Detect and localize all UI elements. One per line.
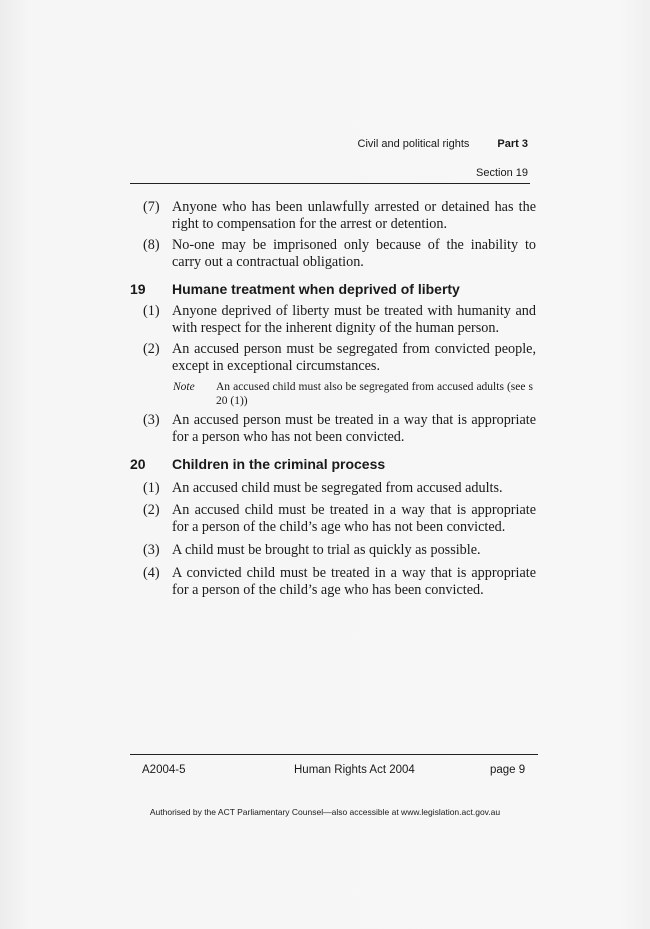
paragraph-text: A child must be brought to trial as quickly as possible. xyxy=(172,542,481,558)
section-title: Children in the criminal process xyxy=(172,456,386,472)
paragraph-text: An accused person must be segregated from convicted people, except in exceptional circumstances. xyxy=(172,341,536,374)
running-header xyxy=(358,138,528,150)
chapter-title: Civil and political rights xyxy=(357,138,470,150)
s19-paragraph-3 xyxy=(130,412,536,445)
s20-paragraph-2 xyxy=(130,502,536,535)
paragraph-number: (2) xyxy=(143,341,160,357)
act-title: Human Rights Act 2004 xyxy=(294,764,415,776)
paragraph-text: An accused child must be treated in a way that is appropriate for a person of the child’s age who has not been convicted. xyxy=(172,502,536,535)
paragraph-number: (4) xyxy=(143,565,160,581)
paragraph-number: (3) xyxy=(143,542,160,558)
authorisation-notice: Authorised by the ACT Parliamentary Counsel—also accessible at www.legislation.act.gov.au xyxy=(149,807,501,817)
paragraph-text: No-one may be imprisoned only because of the inability to carry out a contractual obligation. xyxy=(172,237,536,270)
part-label: Part 3 xyxy=(497,138,528,150)
paragraph-number: (1) xyxy=(143,480,160,496)
page-number: page 9 xyxy=(490,764,526,776)
paragraph-7 xyxy=(130,199,536,232)
section-19-heading xyxy=(130,281,460,297)
paragraph-8 xyxy=(130,237,536,270)
section-number: 19 xyxy=(130,281,146,297)
s19-note xyxy=(173,380,533,408)
section-20-heading xyxy=(130,456,385,472)
paragraph-text: An accused person must be treated in a way that is appropriate for a person who has not been convicted. xyxy=(172,412,536,445)
s20-paragraph-3 xyxy=(130,542,536,559)
s20-paragraph-4 xyxy=(130,565,536,598)
paragraph-text: Anyone deprived of liberty must be treated with humanity and with respect for the inherent dignity of the human person. xyxy=(172,303,536,336)
paragraph-number: (1) xyxy=(143,303,160,319)
paragraph-text: A convicted child must be treated in a way that is appropriate for a person of the child’s age who has been convicted. xyxy=(172,565,536,598)
paragraph-number: (8) xyxy=(143,237,160,253)
s19-paragraph-1 xyxy=(130,303,536,336)
paragraph-text: An accused child must be segregated from accused adults. xyxy=(172,480,503,496)
paragraph-number: (2) xyxy=(143,502,160,518)
note-text: An accused child must also be segregated from accused adults (see s 20 (1)) xyxy=(216,381,533,407)
paragraph-number: (7) xyxy=(143,199,160,215)
document-code: A2004-5 xyxy=(142,764,186,776)
s20-paragraph-1 xyxy=(130,480,536,497)
footer-divider xyxy=(130,754,538,755)
s19-paragraph-2 xyxy=(130,341,536,374)
section-label: Section 19 xyxy=(476,167,528,179)
paragraph-text: Anyone who has been unlawfully arrested or detained has the right to compensation for the arrest or detention. xyxy=(172,199,536,232)
paragraph-number: (3) xyxy=(143,412,160,428)
note-label: Note xyxy=(173,381,195,393)
header-divider xyxy=(130,183,530,184)
section-number: 20 xyxy=(130,456,146,472)
section-title: Humane treatment when deprived of liberty xyxy=(172,281,460,297)
